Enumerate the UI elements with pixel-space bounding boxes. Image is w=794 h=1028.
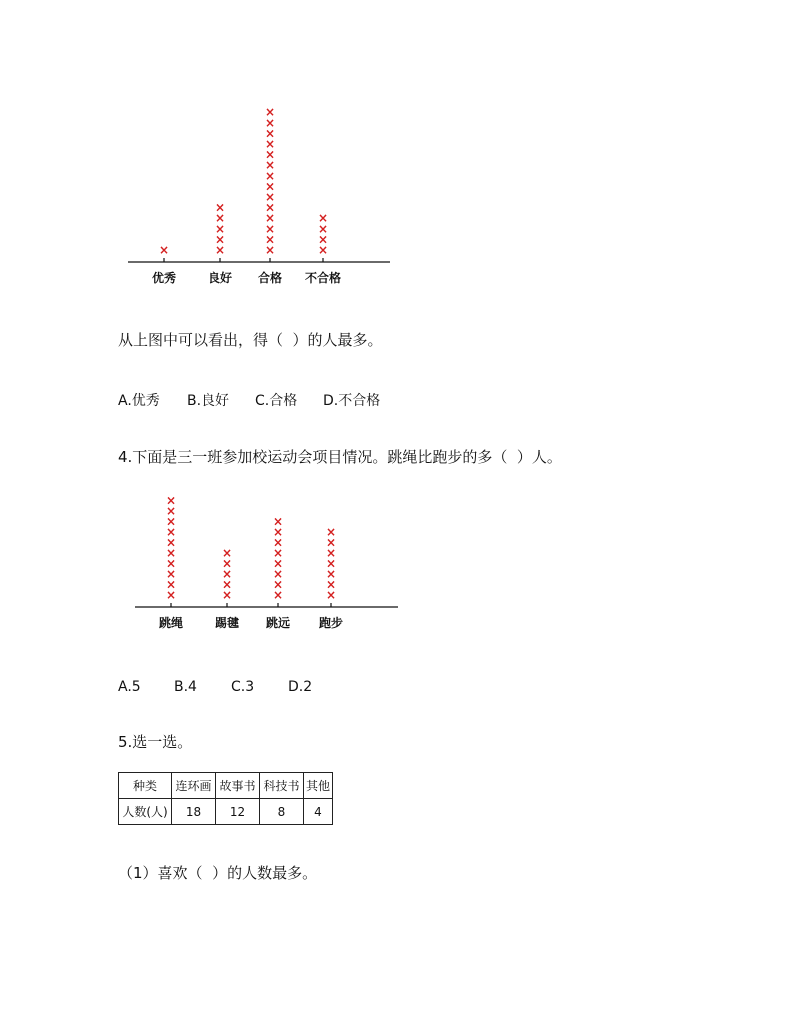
data-point: × bbox=[272, 525, 284, 539]
data-point: × bbox=[264, 200, 276, 215]
data-point: × bbox=[325, 535, 337, 550]
data-point: × bbox=[214, 211, 226, 226]
q3-option-a[interactable]: A.优秀 bbox=[118, 393, 160, 409]
data-point: × bbox=[264, 137, 276, 151]
data-point: × bbox=[165, 514, 177, 529]
data-point: × bbox=[264, 126, 276, 141]
data-point: × bbox=[214, 243, 226, 257]
data-point: × bbox=[272, 556, 284, 571]
data-point: × bbox=[325, 588, 337, 602]
data-point: × bbox=[165, 525, 177, 539]
data-point: × bbox=[221, 546, 233, 560]
data-point: × bbox=[158, 243, 170, 257]
table-cell: 12 bbox=[216, 799, 260, 825]
data-point: × bbox=[264, 179, 276, 194]
table-cell: 其他 bbox=[304, 773, 333, 799]
data-point: × bbox=[264, 168, 276, 183]
data-point: × bbox=[214, 221, 226, 236]
table-cell: 连环画 bbox=[172, 773, 216, 799]
data-point: × bbox=[272, 577, 284, 592]
data-point: × bbox=[317, 243, 329, 257]
data-point: × bbox=[221, 556, 233, 571]
table-row bbox=[119, 773, 333, 799]
data-point: × bbox=[165, 535, 177, 550]
data-point: × bbox=[272, 546, 284, 560]
q4-option-d[interactable]: D.2 bbox=[288, 679, 313, 695]
tick-label: 良好 bbox=[207, 271, 233, 285]
table-cell: 4 bbox=[304, 799, 333, 825]
data-point: × bbox=[272, 514, 284, 529]
book-table bbox=[118, 772, 333, 825]
data-point: × bbox=[221, 567, 233, 581]
data-point: × bbox=[165, 588, 177, 602]
data-point: × bbox=[272, 535, 284, 550]
q5-title: 5.选一选。 bbox=[118, 733, 193, 751]
data-point: × bbox=[272, 588, 284, 602]
data-point: × bbox=[221, 588, 233, 602]
data-point: × bbox=[325, 525, 337, 539]
tick-label: 跑步 bbox=[318, 616, 344, 630]
data-point: × bbox=[165, 577, 177, 592]
tick-label: 跳远 bbox=[265, 616, 291, 630]
data-point: × bbox=[325, 577, 337, 592]
q3-option-b[interactable]: B.良好 bbox=[187, 393, 230, 409]
data-point: × bbox=[325, 556, 337, 571]
table-cell: 8 bbox=[260, 799, 304, 825]
data-point: × bbox=[264, 147, 276, 162]
tick-label: 优秀 bbox=[151, 271, 177, 285]
table-cell: 人数(人) bbox=[119, 799, 172, 825]
table-cell: 科技书 bbox=[260, 773, 304, 799]
data-point: × bbox=[325, 567, 337, 581]
data-point: × bbox=[264, 243, 276, 257]
data-point: × bbox=[165, 504, 177, 518]
data-point: × bbox=[165, 556, 177, 571]
data-point: × bbox=[165, 546, 177, 560]
data-point: × bbox=[264, 221, 276, 236]
table-cell: 种类 bbox=[119, 773, 172, 799]
q3-option-c[interactable]: C.合格 bbox=[255, 393, 298, 409]
data-point: × bbox=[264, 232, 276, 247]
data-point: × bbox=[317, 221, 329, 236]
data-point: × bbox=[214, 232, 226, 247]
q3-question: 从上图中可以看出，得（ ）的人最多。 bbox=[118, 331, 383, 349]
q4-question: 4.下面是三一班参加校运动会项目情况。跳绳比跑步的多（ ）人。 bbox=[118, 448, 562, 466]
q4-option-a[interactable]: A.5 bbox=[118, 679, 141, 695]
tick-label: 合格 bbox=[257, 271, 283, 285]
data-point: × bbox=[214, 200, 226, 215]
tick-label: 踢毽 bbox=[214, 616, 240, 630]
q5-sub1: （1）喜欢（ ）的人数最多。 bbox=[118, 864, 318, 882]
data-point: × bbox=[264, 190, 276, 204]
data-point: × bbox=[272, 567, 284, 581]
q3-option-d[interactable]: D.不合格 bbox=[323, 393, 381, 409]
q4-option-b[interactable]: B.4 bbox=[174, 679, 197, 695]
data-point: × bbox=[264, 211, 276, 226]
data-point: × bbox=[325, 546, 337, 560]
data-point: × bbox=[165, 493, 177, 508]
data-point: × bbox=[264, 158, 276, 173]
tick-label: 跳绳 bbox=[158, 616, 184, 630]
data-point: × bbox=[317, 211, 329, 226]
table-row bbox=[119, 799, 333, 825]
data-point: × bbox=[264, 115, 276, 130]
q4-option-c[interactable]: C.3 bbox=[231, 679, 255, 695]
line-plot-grades bbox=[0, 95, 420, 295]
data-point: × bbox=[317, 232, 329, 247]
data-point: × bbox=[165, 567, 177, 581]
table-cell: 故事书 bbox=[216, 773, 260, 799]
tick-label: 不合格 bbox=[304, 271, 342, 285]
data-point: × bbox=[221, 577, 233, 592]
line-plot-events bbox=[0, 480, 420, 640]
data-point: × bbox=[264, 105, 276, 120]
table-cell: 18 bbox=[172, 799, 216, 825]
